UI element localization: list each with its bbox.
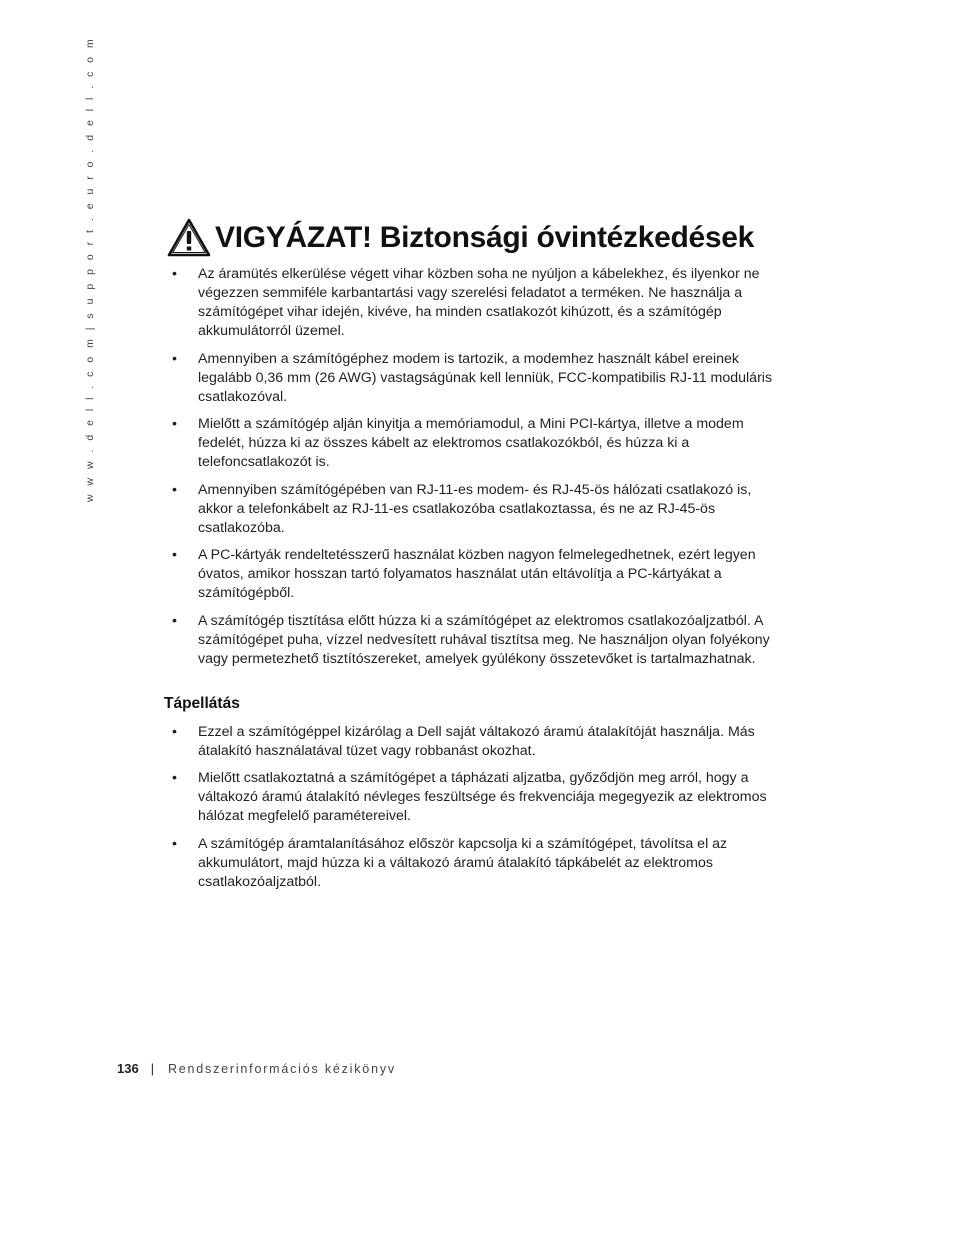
- list-item-text: Ezzel a számítógéppel kizárólag a Dell saját váltakozó áramú átalakítóját használja. Más átalakító használatával tüzet vagy robbanást okozhat.: [198, 723, 755, 759]
- list-item: [172, 612, 782, 669]
- list-item-text: A számítógép tisztítása előtt húzza ki a számítógépet az elektromos csatlakozóaljzatból. A számítógépet puha, vízzel nedvesített ruhával tisztítsa meg. Ne használjon olyan folyékony vagy permetezhető tisztítószereket, amelyek gyúlékony összetevőket is tartalmazhatnak.: [198, 612, 770, 667]
- page-header: [167, 218, 754, 258]
- bullet: •: [172, 612, 177, 629]
- bullet: •: [172, 266, 177, 282]
- side-url-text: w w w . d e l l . c o m | s u p p o r t . e u r o . d e l l . c o m: [84, 36, 96, 502]
- bullet: •: [172, 416, 177, 432]
- section-heading-power: Tápellátás: [164, 694, 240, 712]
- list-item-text: A számítógép áramtalanításához először kapcsolja ki a számítógépet, távolítsa el az akkumulátort, majd húzza ki a váltakozó áramú átalakító tápkábelét az elektromos csatlakozóaljzatból.: [198, 835, 728, 890]
- page-footer: [117, 1061, 396, 1076]
- list-item-text: A PC-kártyák rendeltetésszerű használat közben nagyon felmelegedhetnek, ezért legyen óvatos, amikor hosszan tartó folyamatos használat után eltávolítja a PC-kártyákat a számítógépből.: [198, 547, 756, 601]
- safety-list: [172, 265, 782, 669]
- list-item: [172, 350, 782, 407]
- list-item: [172, 265, 782, 341]
- list-item: [172, 481, 782, 538]
- bullet: •: [172, 723, 177, 740]
- page-number: 136: [117, 1061, 139, 1076]
- bullet: •: [172, 770, 177, 786]
- list-item: [172, 723, 782, 761]
- list-item: [172, 769, 782, 826]
- list-item: [172, 546, 782, 603]
- bullet: •: [172, 481, 177, 498]
- list-item-text: Amennyiben a számítógéphez modem is tartozik, a modemhez használt kábel ereinek legalább 0,36 mm (26 AWG) vastagságúnak kell lenniük, FCC-kompatibilis RJ-11 moduláris csatlakozóval.: [198, 350, 773, 405]
- list-item: [172, 835, 782, 892]
- page-content: [164, 265, 782, 900]
- book-title: Rendszerinformációs kézikönyv: [167, 1061, 396, 1076]
- list-item-text: Mielőtt a számítógép alján kinyitja a memóriamodul, a Mini PCI-kártya, illetve a modem fedelét, húzza ki az összes kábelt az elektromos csatlakozókból, és húzza ki a telefoncsatlakozót is.: [198, 416, 744, 470]
- footer-separator: |: [150, 1061, 154, 1076]
- bullet: •: [172, 350, 177, 367]
- list-item-text: Mielőtt csatlakoztatná a számítógépet a tápházati aljzatba, győződjön meg arról, hogy a váltakozó áramú átalakító névleges feszültsége és frekvenciája megegyezik az elektromos hálózat megfelelő paramétereivel.: [198, 770, 767, 824]
- page-title: VIGYÁZAT! Biztonsági óvintézkedések: [215, 221, 755, 254]
- list-item: [172, 415, 782, 472]
- warning-triangle-icon: [167, 218, 211, 258]
- side-url-label: [84, 36, 98, 502]
- bullet: •: [172, 835, 177, 852]
- list-item-text: Az áramütés elkerülése végett vihar közben soha ne nyúljon a kábelekhez, és ilyenkor ne végezzen semmiféle karbantartási vagy szerelési feladatot a terméken. Ne használja a számítógépet vihar idején, kivéve, ha minden csatlakozót kihúzott, és a számítógép akkumulátorról üzemel.: [198, 266, 760, 339]
- list-item-text: Amennyiben számítógépében van RJ-11-es modem- és RJ-45-ös hálózati csatlakozó is, akkor a telefonkábelt az RJ-11-es csatlakozóba csatlakoztassa, és ne az RJ-45-ös csatlakozóba.: [198, 481, 752, 536]
- bullet: •: [172, 547, 177, 563]
- power-list: [172, 723, 782, 892]
